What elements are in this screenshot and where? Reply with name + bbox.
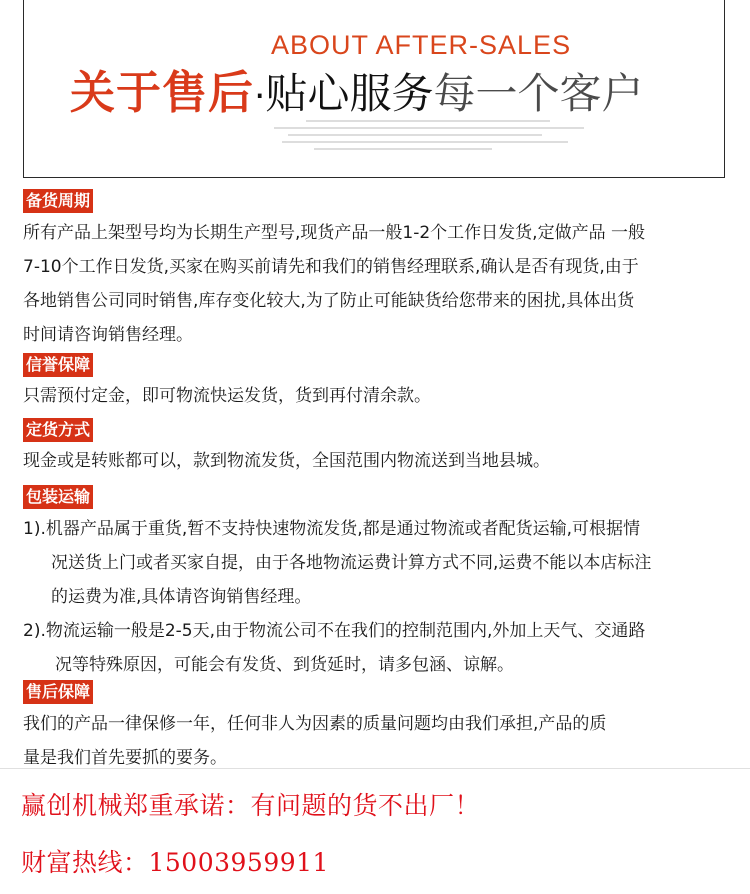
footer-divider [0,768,750,769]
banner-title [70,66,644,119]
section-credit [23,353,93,377]
section-shipping [23,485,93,509]
stock-line-2: 7-10个工作日发货,买家在购买前请先和我们的销售经理联系,确认是否有现货,由于 [23,257,639,277]
section-stock-text [23,216,645,352]
quality-promise: 赢创机械郑重承诺：有问题的货不出厂！ [21,791,481,820]
stock-line-1: 所有产品上架型号均为长期生产型号,现货产品一般1-2个工作日发货,定做产品 一般 [23,223,645,243]
header-banner [23,0,725,178]
section-tag-warranty: 售后保障 [23,680,93,704]
section-order [23,418,93,442]
section-warranty-text [23,707,606,775]
shipping-item1-line-1: 1).机器产品属于重货,暂不支持快速物流发货,都是通过物流或者配货运输,可根据情 [23,519,641,539]
stock-line-4: 时间请咨询销售经理。 [23,325,193,345]
banner-title-dark: 贴心服务 [265,69,434,118]
section-order-text [23,444,550,478]
section-stock [23,189,93,213]
credit-line-1: 只需预付定金，即可物流快运发货，货到再付清余款。 [23,386,431,406]
section-warranty [23,680,93,704]
section-tag-order: 定货方式 [23,418,93,442]
section-credit-text [23,379,431,413]
stock-line-3: 各地销售公司同时销售,库存变化较大,为了防止可能缺货给您带来的困扰,具体出货 [23,291,635,311]
shipping-item2-line-2: 况等特殊原因，可能会有发货、到货延时，请多包涵、谅解。 [55,655,514,675]
warranty-line-1: 我们的产品一律保修一年，任何非人为因素的质量问题均由我们承担,产品的质 [23,714,607,734]
shipping-item1-line-3: 的运费为准,具体请咨询销售经理。 [51,587,312,607]
order-line-1: 现金或是转账都可以，款到物流发货，全国范围内物流送到当地县城。 [23,451,550,471]
banner-title-dot: · [254,76,266,117]
section-tag-shipping: 包装运输 [23,485,93,509]
section-tag-credit: 信誉保障 [23,353,93,377]
banner-subtitle: ABOUT AFTER-SALES [271,30,572,60]
banner-title-light: 每一个客户 [433,69,644,118]
section-shipping-text [23,512,651,682]
shipping-item1-line-2: 况送货上门或者买家自提，由于各地物流运费计算方式不同,运费不能以本店标注 [51,553,652,573]
section-tag-stock: 备货周期 [23,189,93,213]
banner-title-red: 关于售后 [70,66,255,119]
warranty-line-2: 量是我们首先要抓的要务。 [23,748,227,768]
hotline: 财富热线：15003959911 [21,848,329,877]
shipping-item2-line-1: 2).物流运输一般是2-5天,由于物流公司不在我们的控制范围内,外加上天气、交通路 [23,621,646,641]
decorative-fine-print [24,120,724,160]
